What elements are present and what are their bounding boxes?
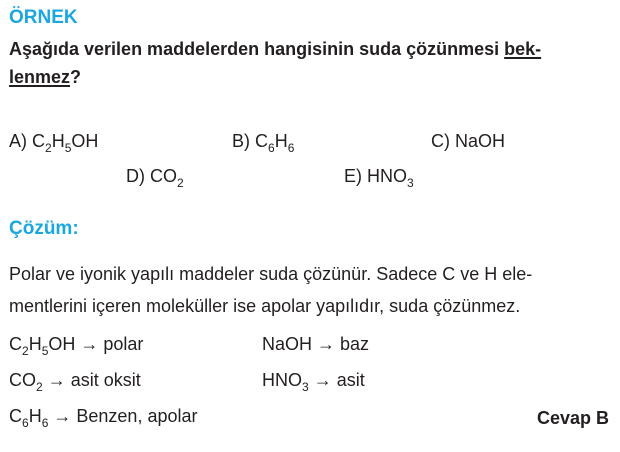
option-letter: D) (126, 166, 150, 186)
result-label: Benzen, apolar (71, 406, 198, 426)
question-emphasis-cont: lenmez (9, 67, 71, 87)
formula-part: HNO (367, 166, 408, 186)
formula-part: C (32, 131, 46, 151)
subscript: 2 (22, 344, 29, 358)
formula-part: NaOH (455, 131, 506, 151)
option-letter: A) (9, 131, 33, 151)
explanation-line-1: Polar ve iyonik yapılı maddeler suda çözünür. Sadece C ve H ele- (9, 264, 533, 284)
formula-part: H (51, 131, 65, 151)
subscript: 3 (302, 380, 309, 394)
arrow-icon: → (317, 334, 336, 354)
formula-part: NaOH (262, 334, 313, 354)
question-text: Aşağıda verilen maddelerden hangisinin suda çözünmesi (9, 39, 505, 59)
result-label: baz (335, 334, 370, 354)
subscript: 6 (41, 416, 49, 430)
subscript: 3 (407, 176, 414, 190)
option-letter: B) (232, 131, 256, 151)
result-naoh (262, 334, 369, 355)
example-heading: ÖRNEK (9, 7, 78, 28)
explanation-line-2: mentlerini içeren moleküller ise apolar yapılıdır, suda çözünmez. (9, 296, 521, 316)
subscript: 5 (64, 141, 72, 155)
option-letter: C) (431, 131, 455, 151)
option-a (9, 131, 99, 155)
formula-part: H (28, 334, 42, 354)
subscript: 6 (268, 141, 275, 155)
result-label: asit oksit (65, 370, 141, 390)
option-d (126, 166, 184, 190)
subscript: 6 (22, 416, 29, 430)
subscript: 5 (41, 344, 49, 358)
subscript: 2 (177, 176, 184, 190)
question-emphasis: bek- (504, 39, 542, 59)
formula-part: OH (71, 131, 99, 151)
question-line-1 (9, 39, 541, 60)
answer-label: Cevap B (536, 408, 609, 428)
result-c6h6 (9, 406, 198, 430)
formula-part: C (9, 334, 22, 354)
subscript: 2 (36, 380, 43, 394)
formula-part: C (255, 131, 269, 151)
result-label: polar (98, 334, 144, 354)
result-label: asit (331, 370, 365, 390)
formula-part: H (274, 131, 288, 151)
arrow-icon: → (313, 370, 332, 390)
formula-part: OH (48, 334, 76, 354)
option-letter: E) (344, 166, 368, 186)
question-line-2 (9, 67, 81, 88)
formula-part: H (28, 406, 42, 426)
formula-part: CO (150, 166, 177, 186)
option-c (431, 131, 505, 152)
result-c2h5oh (9, 334, 144, 358)
formula-part: CO (9, 370, 36, 390)
formula-part: HNO (262, 370, 302, 390)
subscript: 2 (45, 141, 52, 155)
formula-part: C (9, 406, 22, 426)
subscript: 6 (287, 141, 295, 155)
question-mark: ? (70, 67, 82, 87)
solution-heading: Çözüm: (9, 218, 79, 239)
option-e (344, 166, 414, 190)
arrow-icon: → (47, 370, 66, 390)
arrow-icon: → (53, 406, 72, 426)
arrow-icon: → (80, 334, 99, 354)
result-hno3 (262, 370, 365, 394)
result-co2 (9, 370, 141, 394)
option-b (232, 131, 295, 155)
